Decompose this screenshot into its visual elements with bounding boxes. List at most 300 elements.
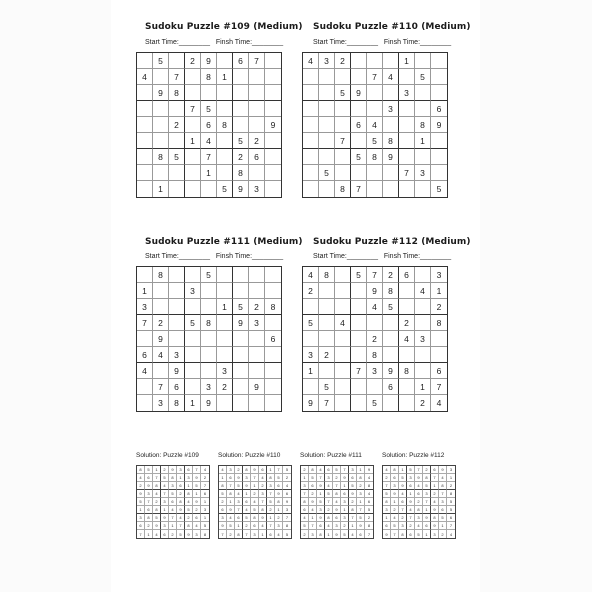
sudoku-cell: 2 — [431, 299, 447, 315]
sudoku-cell — [319, 181, 335, 197]
sudoku-grid — [302, 266, 448, 412]
solution-cell: 8 — [243, 466, 251, 474]
sudoku-cell — [415, 315, 431, 331]
solution-cell: 5 — [341, 530, 349, 538]
sudoku-cell: 5 — [153, 53, 169, 69]
solution-title: Solution: Puzzle #109 — [136, 452, 199, 459]
solution-cell: 1 — [349, 522, 357, 530]
solution-cell: 6 — [251, 522, 259, 530]
solution-cell: 5 — [161, 474, 169, 482]
solution-cell: 8 — [383, 498, 391, 506]
sudoku-cell: 5 — [201, 267, 217, 283]
solution-cell: 4 — [161, 482, 169, 490]
solution-cell: 5 — [301, 522, 309, 530]
solution-cell: 4 — [325, 482, 333, 490]
finish-time-label: Finsh Time:________ — [215, 39, 284, 46]
sudoku-cell: 7 — [185, 101, 201, 117]
solution-cell: 5 — [325, 490, 333, 498]
sudoku-cell: 9 — [201, 53, 217, 69]
solution-cell: 7 — [193, 466, 201, 474]
sudoku-cell — [319, 101, 335, 117]
solution-cell: 4 — [243, 506, 251, 514]
sudoku-cell: 3 — [201, 379, 217, 395]
solution-cell: 9 — [431, 506, 439, 514]
sudoku-cell: 8 — [367, 347, 383, 363]
solution-cell: 6 — [391, 474, 399, 482]
solution-cell: 3 — [301, 482, 309, 490]
sudoku-cell — [383, 53, 399, 69]
sudoku-cell — [249, 267, 265, 283]
sudoku-cell: 4 — [303, 267, 319, 283]
sudoku-cell — [319, 149, 335, 165]
sudoku-cell — [351, 379, 367, 395]
solution-cell: 9 — [193, 474, 201, 482]
sudoku-cell — [399, 283, 415, 299]
solution-cell: 2 — [333, 474, 341, 482]
start-time-label: Start Time:________ — [313, 253, 378, 260]
solution-cell: 9 — [309, 498, 317, 506]
solution-cell: 3 — [145, 490, 153, 498]
sudoku-cell: 1 — [415, 133, 431, 149]
solution-title: Solution: Puzzle #111 — [300, 452, 362, 459]
solution-cell: 6 — [301, 506, 309, 514]
sudoku-cell: 8 — [217, 117, 233, 133]
solution-cell: 3 — [407, 474, 415, 482]
solution-cell: 1 — [201, 514, 209, 522]
solution-cell: 7 — [439, 490, 447, 498]
solution-cell: 2 — [193, 506, 201, 514]
sudoku-cell — [249, 395, 265, 411]
solution-cell: 6 — [439, 506, 447, 514]
sudoku-cell — [249, 363, 265, 379]
solution-cell: 5 — [391, 522, 399, 530]
start-time-label: Start Time:________ — [145, 253, 210, 260]
solution-grid — [300, 465, 374, 539]
sudoku-cell: 5 — [383, 299, 399, 315]
sudoku-cell — [169, 181, 185, 197]
solution-cell: 4 — [325, 522, 333, 530]
sudoku-cell — [335, 395, 351, 411]
sudoku-cell — [233, 69, 249, 85]
sudoku-cell — [303, 299, 319, 315]
sudoku-cell — [201, 283, 217, 299]
sudoku-cell — [185, 85, 201, 101]
solution-cell: 8 — [415, 506, 423, 514]
sudoku-cell: 4 — [399, 331, 415, 347]
sudoku-cell: 9 — [249, 379, 265, 395]
solution-cell: 3 — [357, 490, 365, 498]
sudoku-cell: 6 — [431, 363, 447, 379]
sudoku-cell — [185, 181, 201, 197]
solution-cell: 8 — [439, 482, 447, 490]
sudoku-cell: 4 — [335, 315, 351, 331]
solution-cell: 9 — [317, 514, 325, 522]
solution-cell: 6 — [177, 482, 185, 490]
solution-cell: 2 — [259, 482, 267, 490]
solution-cell: 5 — [201, 522, 209, 530]
solution-cell: 2 — [283, 474, 291, 482]
sudoku-cell — [217, 283, 233, 299]
sudoku-cell — [169, 283, 185, 299]
sudoku-cell — [303, 149, 319, 165]
sudoku-cell: 3 — [399, 85, 415, 101]
solution-cell: 3 — [383, 506, 391, 514]
solution-cell: 9 — [227, 506, 235, 514]
solution-cell: 6 — [193, 514, 201, 522]
sudoku-cell — [249, 117, 265, 133]
solution-cell: 8 — [349, 506, 357, 514]
solution-cell: 4 — [391, 514, 399, 522]
solution-cell: 6 — [317, 522, 325, 530]
sudoku-cell — [415, 85, 431, 101]
solution-cell: 6 — [423, 522, 431, 530]
solution-cell: 6 — [383, 522, 391, 530]
finish-time-label: Finsh Time:________ — [215, 253, 284, 260]
solution-cell: 4 — [333, 498, 341, 506]
solution-cell: 3 — [201, 506, 209, 514]
solution-cell: 1 — [439, 522, 447, 530]
sudoku-cell — [265, 149, 281, 165]
sudoku-cell — [383, 395, 399, 411]
solution-cell: 4 — [383, 466, 391, 474]
sudoku-cell — [319, 85, 335, 101]
sudoku-cell — [431, 133, 447, 149]
solution-cell: 1 — [193, 490, 201, 498]
solution-cell: 3 — [219, 514, 227, 522]
solution-cell: 8 — [169, 474, 177, 482]
solution-cell: 4 — [259, 474, 267, 482]
solution-cell: 7 — [243, 530, 251, 538]
sudoku-cell — [415, 267, 431, 283]
sudoku-cell: 8 — [383, 283, 399, 299]
solution-cell: 5 — [177, 530, 185, 538]
sudoku-cell — [399, 379, 415, 395]
puzzle-title: Sudoku Puzzle #110 (Medium) — [313, 22, 471, 32]
sudoku-cell: 3 — [431, 267, 447, 283]
solution-cell: 7 — [349, 514, 357, 522]
solution-cell: 3 — [275, 522, 283, 530]
solution-cell: 2 — [399, 514, 407, 522]
sudoku-cell: 6 — [265, 331, 281, 347]
solution-cell: 2 — [251, 490, 259, 498]
time-fields — [145, 253, 283, 260]
solution-cell: 7 — [309, 522, 317, 530]
sudoku-cell — [303, 165, 319, 181]
solution-cell: 4 — [415, 522, 423, 530]
sudoku-cell — [319, 283, 335, 299]
solution-cell: 5 — [317, 498, 325, 506]
sudoku-cell — [265, 363, 281, 379]
solution-cell: 1 — [177, 474, 185, 482]
solution-cell: 6 — [357, 530, 365, 538]
sudoku-cell — [399, 69, 415, 85]
sudoku-cell: 2 — [217, 379, 233, 395]
sudoku-cell: 9 — [351, 85, 367, 101]
sudoku-cell — [153, 133, 169, 149]
sudoku-cell — [319, 315, 335, 331]
sudoku-cell: 7 — [399, 165, 415, 181]
sudoku-cell — [217, 149, 233, 165]
sudoku-cell — [367, 181, 383, 197]
solution-cell: 9 — [415, 474, 423, 482]
sudoku-cell — [335, 69, 351, 85]
solution-cell: 4 — [169, 506, 177, 514]
sudoku-cell — [169, 53, 185, 69]
sudoku-cell — [399, 101, 415, 117]
solution-cell: 3 — [423, 490, 431, 498]
sudoku-cell — [415, 101, 431, 117]
sudoku-cell — [249, 85, 265, 101]
solution-cell: 2 — [431, 490, 439, 498]
solution-cell: 2 — [153, 498, 161, 506]
solution-cell: 5 — [153, 514, 161, 522]
sudoku-cell: 5 — [436, 184, 442, 194]
sudoku-cell — [153, 283, 169, 299]
solution-cell: 1 — [243, 490, 251, 498]
solution-title: Solution: Puzzle #112 — [382, 452, 445, 459]
sudoku-cell — [137, 379, 153, 395]
solution-cell: 7 — [333, 482, 341, 490]
sudoku-cell: 6 — [249, 149, 265, 165]
solution-grid — [382, 465, 456, 539]
solution-cell: 1 — [325, 530, 333, 538]
sudoku-cell: 6 — [399, 267, 415, 283]
solution-cell: 1 — [169, 522, 177, 530]
solution-cell: 1 — [341, 506, 349, 514]
sudoku-cell — [153, 117, 169, 133]
sudoku-cell — [249, 69, 265, 85]
sudoku-cell — [431, 149, 447, 165]
solution-cell: 4 — [137, 474, 145, 482]
sudoku-cell — [399, 181, 415, 197]
sudoku-cell: 5 — [351, 267, 367, 283]
solution-cell: 5 — [283, 466, 291, 474]
sudoku-cell — [303, 101, 319, 117]
solution-cell: 2 — [243, 522, 251, 530]
solution-cell: 8 — [365, 522, 373, 530]
sudoku-cell — [137, 181, 153, 197]
sudoku-cell — [217, 395, 233, 411]
solution-cell: 9 — [365, 466, 373, 474]
sudoku-cell — [335, 299, 351, 315]
solution-cell: 2 — [357, 482, 365, 490]
solution-cell: 7 — [317, 474, 325, 482]
solution-cell: 8 — [137, 466, 145, 474]
sudoku-cell: 4 — [137, 363, 153, 379]
solution-cell: 4 — [449, 531, 453, 537]
sudoku-cell: 1 — [185, 395, 201, 411]
sudoku-cell — [415, 53, 431, 69]
solution-cell: 1 — [185, 482, 193, 490]
solution-cell: 3 — [259, 490, 267, 498]
sudoku-cell — [351, 299, 367, 315]
solution-cell: 6 — [333, 514, 341, 522]
sudoku-cell — [265, 347, 281, 363]
sudoku-cell — [201, 363, 217, 379]
sudoku-cell — [415, 347, 431, 363]
sudoku-cell — [185, 379, 201, 395]
solution-cell: 9 — [137, 490, 145, 498]
sudoku-cell: 6 — [233, 53, 249, 69]
sudoku-cell: 9 — [233, 315, 249, 331]
solution-cell: 7 — [407, 514, 415, 522]
solution-cell: 2 — [439, 530, 447, 538]
sudoku-cell: 4 — [153, 347, 169, 363]
solution-cell: 7 — [415, 466, 423, 474]
solution-cell: 7 — [267, 522, 275, 530]
sudoku-cell — [137, 133, 153, 149]
solution-cell: 6 — [431, 466, 439, 474]
sudoku-cell — [201, 299, 217, 315]
solution-cell: 4 — [275, 530, 283, 538]
solution-cell: 9 — [341, 474, 349, 482]
solution-cell: 1 — [383, 514, 391, 522]
sudoku-cell — [431, 331, 447, 347]
solution-cell: 9 — [243, 482, 251, 490]
sudoku-cell: 9 — [383, 149, 399, 165]
puzzle-title: Sudoku Puzzle #109 (Medium) — [145, 22, 303, 32]
sudoku-cell: 5 — [319, 165, 335, 181]
sudoku-cell — [351, 69, 367, 85]
sudoku-cell: 6 — [201, 117, 217, 133]
sudoku-cell: 8 — [399, 363, 415, 379]
sudoku-cell — [233, 117, 249, 133]
sudoku-cell — [351, 165, 367, 181]
sudoku-cell — [185, 69, 201, 85]
sudoku-cell — [217, 85, 233, 101]
sudoku-cell: 5 — [185, 315, 201, 331]
sudoku-cell: 4 — [367, 299, 383, 315]
sudoku-grid — [136, 52, 282, 198]
sudoku-cell: 7 — [137, 315, 153, 331]
solution-cell: 8 — [357, 474, 365, 482]
sudoku-cell — [303, 133, 319, 149]
solution-cell: 8 — [251, 514, 259, 522]
sudoku-cell — [265, 69, 281, 85]
solution-cell: 2 — [391, 506, 399, 514]
sudoku-cell: 5 — [233, 133, 249, 149]
sudoku-cell: 3 — [153, 395, 169, 411]
sudoku-cell — [319, 133, 335, 149]
sudoku-cell: 3 — [185, 283, 201, 299]
solution-cell: 9 — [333, 506, 341, 514]
sudoku-cell: 8 — [431, 315, 447, 331]
sudoku-cell: 2 — [185, 53, 201, 69]
solution-cell: 5 — [439, 514, 447, 522]
sudoku-cell — [431, 347, 447, 363]
solution-cell: 3 — [169, 482, 177, 490]
sudoku-cell: 2 — [399, 315, 415, 331]
solution-cell: 5 — [309, 474, 317, 482]
time-fields — [145, 39, 283, 46]
solution-cell: 8 — [333, 490, 341, 498]
solution-cell: 9 — [169, 466, 177, 474]
sudoku-cell — [303, 379, 319, 395]
solution-cell: 3 — [309, 530, 317, 538]
sudoku-cell: 2 — [153, 315, 169, 331]
solution-cell: 8 — [153, 506, 161, 514]
sudoku-cell — [153, 165, 169, 181]
solution-cell: 7 — [325, 498, 333, 506]
sudoku-cell — [303, 181, 319, 197]
sudoku-cell: 8 — [169, 395, 185, 411]
solution-cell: 3 — [243, 474, 251, 482]
solution-cell: 1 — [219, 474, 227, 482]
sudoku-cell — [415, 149, 431, 165]
sudoku-cell: 4 — [383, 69, 399, 85]
solution-cell: 8 — [365, 482, 373, 490]
sudoku-cell: 4 — [436, 398, 442, 408]
sudoku-cell: 8 — [319, 267, 335, 283]
solution-cell: 3 — [177, 466, 185, 474]
sudoku-cell — [335, 363, 351, 379]
solution-cell: 6 — [145, 474, 153, 482]
solution-cell: 5 — [383, 490, 391, 498]
sudoku-cell: 1 — [431, 283, 447, 299]
solution-cell: 9 — [219, 522, 227, 530]
solution-grid — [218, 465, 292, 539]
sudoku-cell: 8 — [201, 69, 217, 85]
solution-cell: 6 — [219, 506, 227, 514]
sudoku-cell — [185, 267, 201, 283]
solution-cell: 3 — [325, 474, 333, 482]
solution-cell: 6 — [341, 490, 349, 498]
solution-cell: 6 — [407, 482, 415, 490]
sudoku-cell — [217, 53, 233, 69]
sudoku-cell — [303, 69, 319, 85]
sudoku-grid — [136, 266, 282, 412]
sudoku-cell — [351, 395, 367, 411]
sudoku-cell: 5 — [351, 149, 367, 165]
sudoku-cell: 2 — [335, 53, 351, 69]
solution-cell: 5 — [333, 466, 341, 474]
solution-cell: 1 — [447, 474, 455, 482]
sudoku-cell — [217, 101, 233, 117]
solution-cell: 5 — [137, 498, 145, 506]
sudoku-cell — [415, 363, 431, 379]
sudoku-cell — [351, 347, 367, 363]
sudoku-cell: 1 — [303, 363, 319, 379]
solution-cell: 9 — [407, 498, 415, 506]
solution-cell: 9 — [145, 482, 153, 490]
solution-cell: 7 — [301, 490, 309, 498]
solution-cell: 5 — [365, 506, 373, 514]
solution-cell: 2 — [301, 466, 309, 474]
solution-cell: 1 — [317, 490, 325, 498]
finish-time-label: Finsh Time:________ — [383, 39, 452, 46]
solution-cell: 2 — [415, 498, 423, 506]
sudoku-cell — [137, 85, 153, 101]
solution-cell: 8 — [267, 474, 275, 482]
solution-cell: 2 — [301, 530, 309, 538]
sudoku-cell — [303, 117, 319, 133]
solution-cell: 5 — [423, 482, 431, 490]
sudoku-cell — [137, 331, 153, 347]
sudoku-cell — [367, 315, 383, 331]
solution-cell: 4 — [177, 514, 185, 522]
sudoku-cell — [335, 117, 351, 133]
sudoku-cell: 3 — [303, 347, 319, 363]
solution-cell: 8 — [153, 482, 161, 490]
sudoku-cell — [399, 133, 415, 149]
solution-cell: 7 — [399, 506, 407, 514]
solution-cell: 2 — [161, 466, 169, 474]
solution-cell: 9 — [439, 466, 447, 474]
sudoku-cell: 9 — [233, 181, 249, 197]
solution-cell: 4 — [219, 466, 227, 474]
sudoku-cell: 8 — [153, 267, 169, 283]
sudoku-cell — [233, 347, 249, 363]
